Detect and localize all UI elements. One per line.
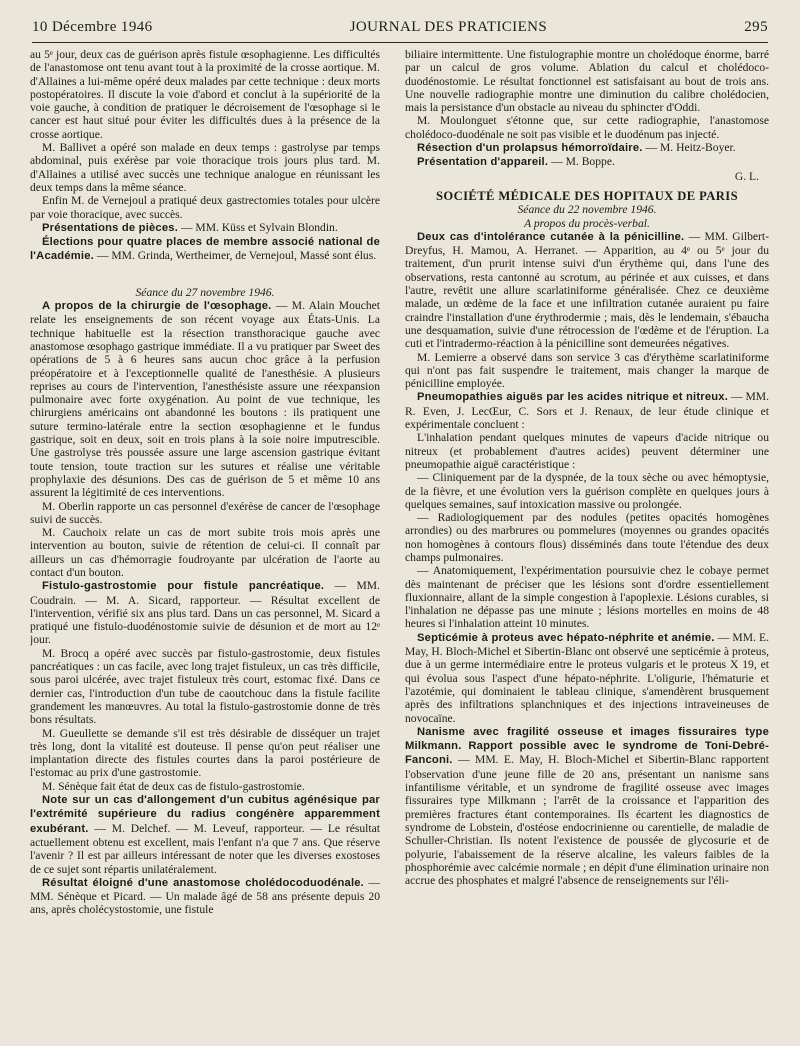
paragraph-text: — MM. Coudrain. — M. A. Sicard, rapporteur. — Résultat excellent de l'intervention, vérifié six ans plus tard. Dans un cas personnel, M. Sicard a pratiqué une fistulo-duodénostomie suivie de désunion et de mort au 12ᵉ jour. <box>30 579 380 647</box>
paragraph <box>405 631 769 725</box>
section-title: Note sur un cas d'allongement d'un cubitus agénésique par l'extrémité supérieure du radius congénère apparemment exubérant. <box>30 794 380 835</box>
paragraph <box>405 48 769 114</box>
running-header <box>32 12 768 43</box>
paragraph <box>405 725 769 888</box>
left-column <box>30 48 380 1040</box>
paragraph <box>405 155 769 169</box>
paragraph-text: L'inhalation pendant quelques minutes de vapeurs d'acide nitrique ou nitreux (et probablement d'autres acides) peuvent déterminer une pneumopathie aiguë caractéristique : <box>405 431 769 471</box>
paragraph-text: — MM. Gilbert-Dreyfus, H. Mamou, A. Herranet. — Apparition, au 4ᵉ ou 5ᵉ jour du traitement, d'un prurit intense suivi d'un érythème qui, dans l'une des observations, resta cantonné au scrotum, au périnée et aux cuisses, et dans l'autre, revêtit une allure scarlatiniforme généralisée. Chez ce deuxième malade, un œdème de la face et une infiltration cutanée auraient pu faire craindre l'installation d'une érythrodermie ; mais, dès le lendemain, s'ébaucha une desquamation, suivie d'une rétrocession de l'œdème et de l'éruption. La cuti et l'intradermo-réaction à la pénicilline sont demeurées négatives. <box>405 229 769 351</box>
paragraph-text: M. Sénèque fait état de deux cas de fistulo-gastrostomie. <box>42 779 305 793</box>
section-title: Deux cas d'intolérance cutanée à la pénicilline. <box>417 230 685 243</box>
session-heading <box>405 203 769 216</box>
section-title: Septicémie à proteus avec hépato-néphrite et anémie. <box>417 631 715 644</box>
section-title: Pneumopathies aiguës par les acides nitrique et nitreux. <box>417 391 729 404</box>
paragraph-text: M. Lemierre a observé dans son service 3 cas d'érythème scarlatiniforme qui n'ont pas fait suspendre le traitement, mais changer la marque de pénicilline employée. <box>405 350 769 391</box>
paragraph-text: — MM. E. May, H. Bloch-Michel et Sibertin-Blanc ont observé une septicémie à proteus, due à un germe intermédiaire entre le proteus vulgaris et le proteus X 19, et qui évolua sous l'aspect d'une hépato-néphrite. L'oligurie, l'hématurie et l'azotémie, qui dominaient le tableau clinique, s'amendèrent brusquement après des infiltrations splanchniques et des injections intraveineuses de novocaïne. <box>405 630 769 725</box>
paragraph-text: M. Oberlin rapporte un cas personnel d'exérèse de cancer de l'œsophage suivi de succès. <box>30 499 380 526</box>
section-title: Fistulo-gastrostomie pour fistule pancréatique. <box>42 580 325 593</box>
paragraph-text: — MM. R. Even, J. LecŒur, C. Sors et J. Renaux, de leur étude clinique et expérimentale concluent : <box>405 390 769 432</box>
header-page-number: 295 <box>744 18 768 35</box>
paragraph-text: M. Ballivet a opéré son malade en deux temps : gastrolyse par temps abdominal, puis exérèse par voie thoracique trois jours plus tard. M. d'Allaines a utilisé avec succès une technique analogue en réunissant les deux temps dans la même séance. <box>30 141 380 194</box>
paragraph <box>405 564 769 630</box>
paragraph-text: — M. Boppe. <box>551 155 615 169</box>
paragraph <box>30 579 380 646</box>
paragraph <box>30 235 380 264</box>
paragraph-text: SOCIÉTÉ MÉDICALE DES HOPITAUX DE PARIS <box>436 188 738 203</box>
paragraph-text: — M. Delchef. — M. Leveuf, rapporteur. — Le résultat actuellement obtenu est excellent, mais l'enfant n'a que 7 ans. Que réserve l'avenir ? Il est par ailleurs intéressant de noter que les diverses exostoses de ce sujet sont répartis unilatéralement. <box>30 821 380 876</box>
paragraph-text: biliaire intermittente. Une fistulographie montre un cholédoque énorme, barré par un calcul de gros volume. Ablation du calcul et cholédoco-duodénostomie. Le résultat fonctionnel est satisfaisant au bout de trois ans. Une nouvelle radiographie montre une diminution du calibre cholédocien, mais la persistance d'un obstacle au niveau du sphincter d'Oddi. <box>405 48 769 115</box>
paragraph-text: — Radiologiquement par des nodules (petites opacités homogènes arrondies) ou des marbrures ou pommelures (moyennes ou grandes opacités non homogènes à contours flous) disséminés dans toute l'étendue des deux champs pulmonaires. <box>405 511 769 564</box>
paragraph-text: — MM. E. May, H. Bloch-Michel et Sibertin-Blanc rapportent l'observation d'une jeune fille de 20 ans, présentant un nanisme sans infantilisme véritable, et un syndrome de fragilité osseuse avec images fissuraires type Milkmann ; l'arrêt de la croissance et l'apparition des premières fractures étant contemporaines. Ils écartent les diagnostics de syndrome de Lobstein, d'ostéose endocrinienne ou carentielle, de maladie de Schuller-Christian. Ils notent l'existence de poussée de glycosurie et de polyurie, l'abaissement de la réserve alcaline, les valeurs faibles de la phosphorémie avec calcémie normale ; en dépit d'une élimination urinaire non accrue des phosphates et malgré l'absence de renseignements sur l'éli- <box>405 753 769 888</box>
paragraph-text: — MM. Grinda, Wertheimer, de Vernejoul, Massé sont élus. <box>96 249 377 263</box>
paragraph <box>405 390 769 431</box>
paragraph <box>30 141 380 194</box>
section-title: Nanisme avec fragilité osseuse et images fissuraires type Milkmann. Rapport possible avec le syndrome de Toni-Debré-Fanconi. <box>405 725 769 767</box>
paragraph <box>405 471 769 511</box>
paragraph <box>30 221 380 235</box>
header-date: 10 Décembre 1946 <box>32 18 153 35</box>
paragraph <box>405 431 769 471</box>
paragraph-text: — M. Alain Mouchet relate les enseignements de son récent voyage aux États-Unis. La technique habituelle est la résection transthoracique gauche avec anastomose œsophago gastrique immédiate. Il a vu pratiquer par Sweet des opérations de 5 à 6 heures sans aucun choc grâce à la perfusion préopératoire et à l'exceptionnelle qualité de l'anesthésie. A plusieurs reprises au cours de l'intervention, l'anesthésiste assure une réexpansion pulmonaire avec forte oxygénation. Au point de vue technique, les chirurgiens américains ont abandonné les boutons : ils pratiquent une suture termino-latérale entre la section œsophagienne et le fundus gastrique, soit en deux, soit en trois plans à la soie noire imputrescible. Une gastrolyse très poussée assure une large ascension gastrique évitant toute tension, toute traction sur les sutures et réalise une véritable prophylaxie des désunions. Des cas de guérison de 5 et même 10 ans assurent la légitimité de ces interventions. <box>30 299 380 500</box>
paragraph-text: — M. Heitz-Boyer. <box>645 141 736 155</box>
paragraph <box>30 526 380 579</box>
paragraph <box>30 194 380 221</box>
paragraph-text: M. Cauchoix relate un cas de mort subite trois mois après une intervention au bouton, suivie de rétention de celui-ci. Il connaît par ailleurs un cas d'hémorragie foudroyante par ulcération de l'aorte au contact d'un bouton. <box>30 526 380 579</box>
paragraph-text: — Cliniquement par de la dyspnée, de la toux sèche ou avec hémoptysie, de la fièvre, et une évolution vers la guérison complète en quelques jours à quelques semaines, sauf intoxication massive ou prolongée. <box>405 471 769 511</box>
paragraph-text: M. Brocq a opéré avec succès par fistulo-gastrostomie, deux fistules pancréatiques : un cas facile, avec long trajet fistuleux, un cas très difficile, sous paroi ulcérée, avec trajet fistuleux très court, estomac fixé. Dans ce dernier cas, l'introduction d'un tube de caoutchouc dans la fistule facilite grandement les manœuvres. Au total la fistulo-gastrostomie donne de très bons résultats. <box>30 646 380 727</box>
paragraph <box>405 511 769 564</box>
paragraph-text: — MM. Sénèque et Picard. — Un malade âgé de 58 ans présente depuis 20 ans, après cholécystostomie, une fistule <box>30 875 380 917</box>
society-heading <box>405 190 769 203</box>
paragraph-text: G. L. <box>734 169 759 183</box>
paragraph-text: Séance du 27 novembre 1946. <box>135 285 275 299</box>
paragraph <box>30 793 380 876</box>
paragraph-text: au 5ᵉ jour, deux cas de guérison après fistule œsophagienne. Les difficultés de l'anastomose ont tenu avant tout à la proximité de la crosse aortique. M. d'Allaines a lui-même opéré deux malades par cette technique : deux morts postopératoires. Il discute la voie d'abord et conclut à la supériorité de la voie gauche, à condition de pratiquer le décroisement de l'œsophage si le cancer est haut situé pour éviter les difficultés dues à la présence de la crosse aortique. <box>30 48 380 141</box>
paragraph <box>405 351 769 391</box>
section-title: Résultat éloigné d'une anastomose cholédocoduodénale. <box>42 876 364 889</box>
section-title: Élections pour quatre places de membre associé national de l'Académie. <box>30 236 380 263</box>
paragraph <box>405 114 769 141</box>
paragraph <box>30 727 380 780</box>
section-title: Présentations de pièces. <box>42 221 178 234</box>
header-journal-title: JOURNAL DES PRATICIENS <box>349 18 548 35</box>
session-heading <box>30 286 380 299</box>
paragraph-text: A propos du procès-verbal. <box>524 216 650 230</box>
paragraph <box>30 48 380 141</box>
paragraph <box>405 141 769 155</box>
paragraph-text: Séance du 22 novembre 1946. <box>517 203 657 217</box>
paragraph-text: Enfin M. de Vernejoul a pratiqué deux gastrectomies totales pour ulcère par voie thoracique, avec succès. <box>30 194 380 221</box>
section-title: Résection d'un prolapsus hémorroïdaire. <box>417 142 643 155</box>
paragraph-text: — Anatomiquement, l'expérimentation poursuivie chez le cobaye permet dès maintenant de préciser que les lésions sont d'ordre essentiellement fluxionnaire, allant de la simple congestion à l'apoplexie. Lésions curables, si l'inhalation ne dépasse pas une minute ; lésions mortelles en moins de 48 heures si l'inhalation atteint 10 minutes. <box>405 564 769 631</box>
paragraph-text: M. Moulonguet s'étonne que, sur cette radiographie, l'anastomose cholédoco-duodénale ne soit pas visible et le duodénum pas injecté. <box>405 114 769 141</box>
paragraph <box>30 500 380 527</box>
subheading <box>405 217 769 230</box>
spacer <box>30 264 380 286</box>
paragraph <box>30 780 380 793</box>
paragraph <box>405 230 769 351</box>
section-title: Présentation d'appareil. <box>417 156 549 169</box>
paragraph <box>30 299 380 499</box>
paragraph-text: M. Gueullette se demande s'il est très désirable de disséquer un trajet très long, dont la vitalité est douteuse. Il pense qu'on peut réaliser une implantation directe des fistules courtes dans la paroi postérieure de l'estomac au prix d'une gastrostomie. <box>30 726 380 780</box>
paragraph-text: — MM. Küss et Sylvain Blondin. <box>180 220 338 234</box>
paragraph <box>30 876 380 917</box>
section-title: A propos de la chirurgie de l'œsophage. <box>42 300 272 313</box>
right-column <box>405 48 769 1040</box>
signature <box>405 170 769 183</box>
paragraph <box>30 647 380 727</box>
